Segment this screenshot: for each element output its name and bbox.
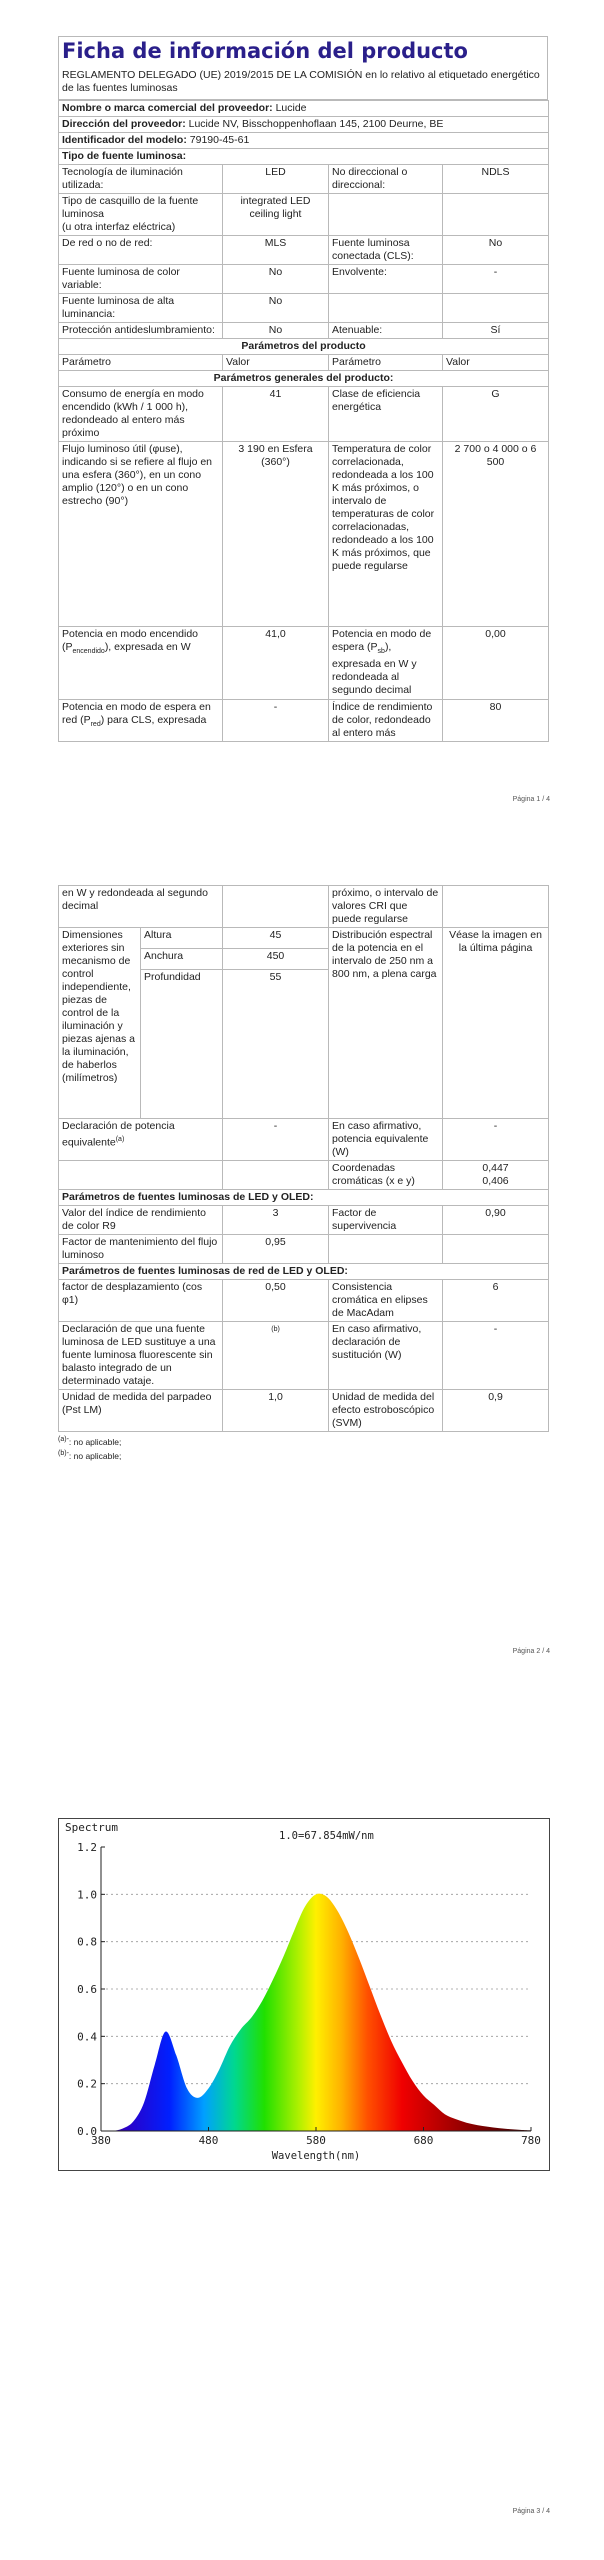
y-tick-label: 1.0	[77, 1888, 97, 1902]
y-tick-label: 0.4	[77, 2030, 97, 2044]
x-tick-label: 380	[91, 2134, 111, 2147]
footnote: $^{(b)-}$: no aplicable;	[58, 1449, 122, 1461]
param-row: Declaración de potencia equivalente$^{(a)}$ - En caso afirmativo, potencia equivalente (W) -	[59, 1119, 549, 1161]
y-tick-label: 0.8	[77, 1935, 97, 1949]
page-title: Ficha de información del producto	[62, 39, 468, 63]
product-info-table	[58, 100, 549, 742]
type-row: Fuente luminosa de color variable: No Envolvente: -	[59, 265, 549, 294]
param-row: Valor del índice de rendimiento de color R9 3 Factor de supervivencia 0,90	[59, 1206, 549, 1235]
general-heading: Parámetros generales del producto:	[59, 371, 549, 387]
x-tick-label: 580	[306, 2134, 326, 2147]
param-row: Declaración de que una fuente luminosa de LED sustituye a una fuente luminosa fluorescente sin balasto integrado de un determinado vataje. $^{(b)}$ En caso afirmativo, declaración de sustitución (W) -	[59, 1322, 549, 1390]
x-tick-label: 780	[521, 2134, 541, 2147]
general-heading-row	[59, 371, 549, 387]
spectrum-svg	[59, 1819, 549, 2170]
supplier-label: Nombre o marca comercial del proveedor:	[62, 102, 273, 114]
dimension-row: Anchura 450	[59, 949, 549, 970]
type-row: Tecnología de iluminación utilizada: LED No direccional o direccional: NDLS	[59, 165, 549, 194]
column-header-row: Parámetro Valor Parámetro Valor	[59, 355, 549, 371]
footnote: $^{(a)-}$: no aplicable;	[58, 1436, 122, 1447]
param-row: factor de desplazamiento (cos φ1) 0,50 Consistencia cromática en elipses de MacAdam 6	[59, 1280, 549, 1322]
type-heading-row	[59, 149, 549, 165]
footnotes	[58, 1434, 548, 1462]
datasheet-page-2	[58, 885, 548, 1462]
param-row: Unidad de medida del parpadeo (Pst LM) 1,0 Unidad de medida del efecto estroboscópico (SVM) 0,9	[59, 1390, 549, 1432]
page-1	[0, 0, 604, 803]
y-tick-label: 0.2	[77, 2077, 97, 2091]
header-box	[58, 36, 548, 100]
page-number: Página 1 / 4	[512, 796, 550, 803]
datasheet-page-1	[58, 36, 548, 742]
y-tick-label: 0.6	[77, 1983, 97, 1996]
x-axis-label: Wavelength(nm)	[271, 2150, 361, 2162]
dimensions-label: Dimensiones exteriores sin mecanismo de control independiente, piezas de control de la iluminación y piezas ajenas a la iluminación, de haberlos (milímetros)	[59, 928, 141, 1119]
model-value: 79190-45-61	[189, 134, 250, 146]
page-number: Página 2 / 4	[512, 1648, 550, 1655]
led-heading-row	[59, 1190, 549, 1206]
type-row: Tipo de casquillo de la fuente luminosa (u otra interfaz eléctrica) integrated LED ceiling light	[59, 194, 549, 236]
x-tick-label: 480	[198, 2134, 219, 2147]
x-tick-label: 680	[413, 2134, 434, 2147]
address-value: Lucide NV, Bisschoppenhoflaan 145, 2100 Deurne, BE	[188, 118, 444, 130]
param-row: Potencia en modo de espera en red $(P_{red})$ para CLS, expresada - Índice de rendimiento de color, redondeado al entero más 80	[59, 700, 549, 742]
product-info-table-cont	[58, 885, 549, 1432]
dimension-row: Dimensiones exteriores sin mecanismo de control independiente, piezas de control de la iluminación y piezas ajenas a la iluminación, de haberlos (milímetros) Altura 45 Distribución espectral de la potencia en el intervalo de 250 nm a 800 nm, a plena carga Véase la imagen en la última página	[59, 928, 549, 949]
type-row: Fuente luminosa de alta luminancia: No	[59, 294, 549, 323]
param-row: en W y redondeada al segundo decimal próximo, o intervalo de valores CRI que puede regularse	[59, 886, 549, 928]
param-row: Coordenadas cromáticas (x e y) 0,447 0,406	[59, 1161, 549, 1190]
mains-heading: Parámetros de fuentes luminosas de red de LED y OLED:	[59, 1264, 549, 1280]
address-row	[59, 117, 549, 133]
param-row: Potencia en modo encendido $(P_{encendido})$, expresada en W 41,0 Potencia en modo de espera $(P_{sb})$, expresada en W y redondeada al segundo decimal 0,00	[59, 627, 549, 700]
spectrum-chart	[58, 1818, 550, 2171]
spectrum-area	[101, 1894, 531, 2131]
params-heading: Parámetros del producto	[59, 339, 549, 355]
chart-annotation: 1.0=67.854mW/nm	[279, 1830, 374, 1842]
type-row: Protección antideslumbramiento: No Atenuable: Sí	[59, 323, 549, 339]
mains-heading-row	[59, 1264, 549, 1280]
y-tick-label: 0.0	[77, 2125, 97, 2138]
type-heading: Tipo de fuente luminosa:	[59, 149, 549, 165]
dimension-row: Profundidad 55	[59, 970, 549, 1119]
supplier-row	[59, 101, 549, 117]
model-label: Identificador del modelo:	[62, 134, 187, 146]
y-tick-label: 1.2	[77, 1841, 97, 1854]
type-row: De red o no de red: MLS Fuente luminosa conectada (CLS): No	[59, 236, 549, 265]
chart-title: Spectrum	[65, 1821, 118, 1834]
model-row	[59, 133, 549, 149]
param-row: Consumo de energía en modo encendido (kWh / 1 000 h), redondeado al entero más próximo 41 Clase de eficiencia energética G	[59, 387, 549, 442]
param-row: Flujo luminoso útil (φuse), indicando si se refiere al flujo en una esfera (360°), en un cono amplio (120°) o en un cono estrecho (90°) 3 190 en Esfera (360°) Temperatura de color correlacionada, redondeada a los 100 K más próximos, o intervalo de temperaturas de color correlacionadas, redondeado a los 100 K más próximos, que puede regularse 2 700 o 4 000 o 6 500	[59, 442, 549, 627]
params-heading-row	[59, 339, 549, 355]
supplier-value: Lucide	[275, 102, 307, 114]
param-row: Factor de mantenimiento del flujo luminoso 0,95	[59, 1235, 549, 1264]
page-number: Página 3 / 4	[512, 2508, 550, 2515]
led-heading: Parámetros de fuentes luminosas de LED y OLED:	[59, 1190, 549, 1206]
address-label: Dirección del proveedor:	[62, 118, 186, 130]
regulation-text: REGLAMENTO DELEGADO (UE) 2019/2015 DE LA COMISIÓN en lo relativo al etiquetado energético de las fuentes luminosas	[62, 69, 540, 94]
